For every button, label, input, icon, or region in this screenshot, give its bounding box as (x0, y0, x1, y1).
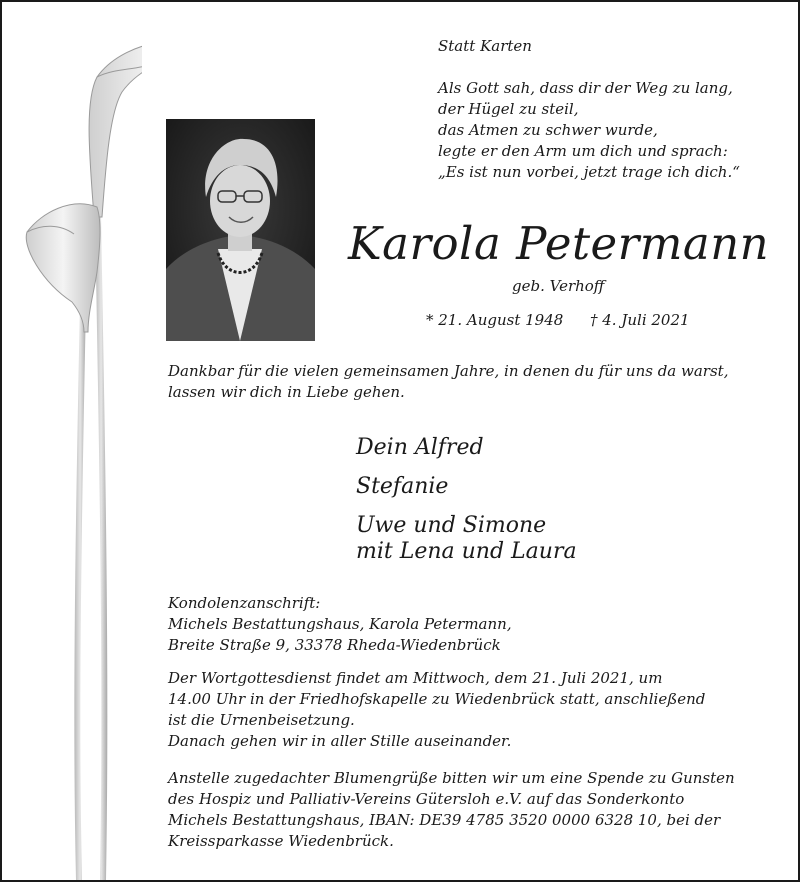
verse-line: Als Gott sah, dass dir der Weg zu lang, (438, 79, 733, 97)
donation-line: des Hospiz und Palliativ-Vereins Gütersloh e.V. auf das Sonderkonto (168, 790, 685, 808)
statt-karten-label: Statt Karten (438, 37, 532, 55)
condolence-address (168, 593, 512, 656)
gratitude-text (168, 361, 728, 403)
service-line: ist die Urnenbeisetzung. (168, 711, 355, 729)
verse-line: das Atmen zu schwer wurde, (438, 121, 658, 139)
maiden-name: geb. Verhoff (512, 277, 605, 295)
verse-line: „Es ist nun vorbei, jetzt trage ich dich.“ (438, 163, 740, 181)
service-line: 14.00 Uhr in der Friedhofskapelle zu Wiedenbrück statt, anschließend (168, 690, 706, 708)
calla-lily-illustration (2, 2, 142, 880)
deceased-name: Karola Petermann (348, 217, 770, 270)
family-member: mit Lena und Laura (356, 539, 577, 564)
memorial-verse (438, 78, 740, 183)
gratitude-line: Dankbar für die vielen gemeinsamen Jahre, in denen du für uns da warst, (168, 362, 729, 380)
service-line: Der Wortgottesdienst findet am Mittwoch, dem 21. Juli 2021, um (168, 669, 663, 687)
death-date: † 4. Juli 2021 (590, 311, 690, 329)
donation-line: Michels Bestattungshaus, IBAN: DE39 4785 3520 0000 6328 10, bei der (168, 811, 721, 829)
donation-line: Anstelle zugedachter Blumengrüße bitten wir um eine Spende zu Gunsten (168, 769, 735, 787)
service-info (168, 668, 705, 752)
family-member: Uwe und Simone (356, 513, 547, 538)
birth-date: * 21. August 1948 (426, 311, 564, 329)
service-line: Danach gehen wir in aller Stille auseinander. (168, 732, 512, 750)
condolence-line: Michels Bestattungshaus, Karola Petermann, (168, 615, 512, 633)
donation-line: Kreissparkasse Wiedenbrück. (168, 832, 394, 850)
family-member: Stefanie (356, 474, 449, 499)
donation-info (168, 768, 735, 852)
condolence-line: Kondolenzanschrift: (168, 594, 321, 612)
verse-line: der Hügel zu steil, (438, 100, 579, 118)
family-member: Dein Alfred (356, 435, 484, 460)
condolence-line: Breite Straße 9, 33378 Rheda-Wiedenbrück (168, 636, 501, 654)
gratitude-line: lassen wir dich in Liebe gehen. (168, 383, 405, 401)
portrait-photo (166, 119, 315, 341)
verse-line: legte er den Arm um dich und sprach: (438, 142, 728, 160)
